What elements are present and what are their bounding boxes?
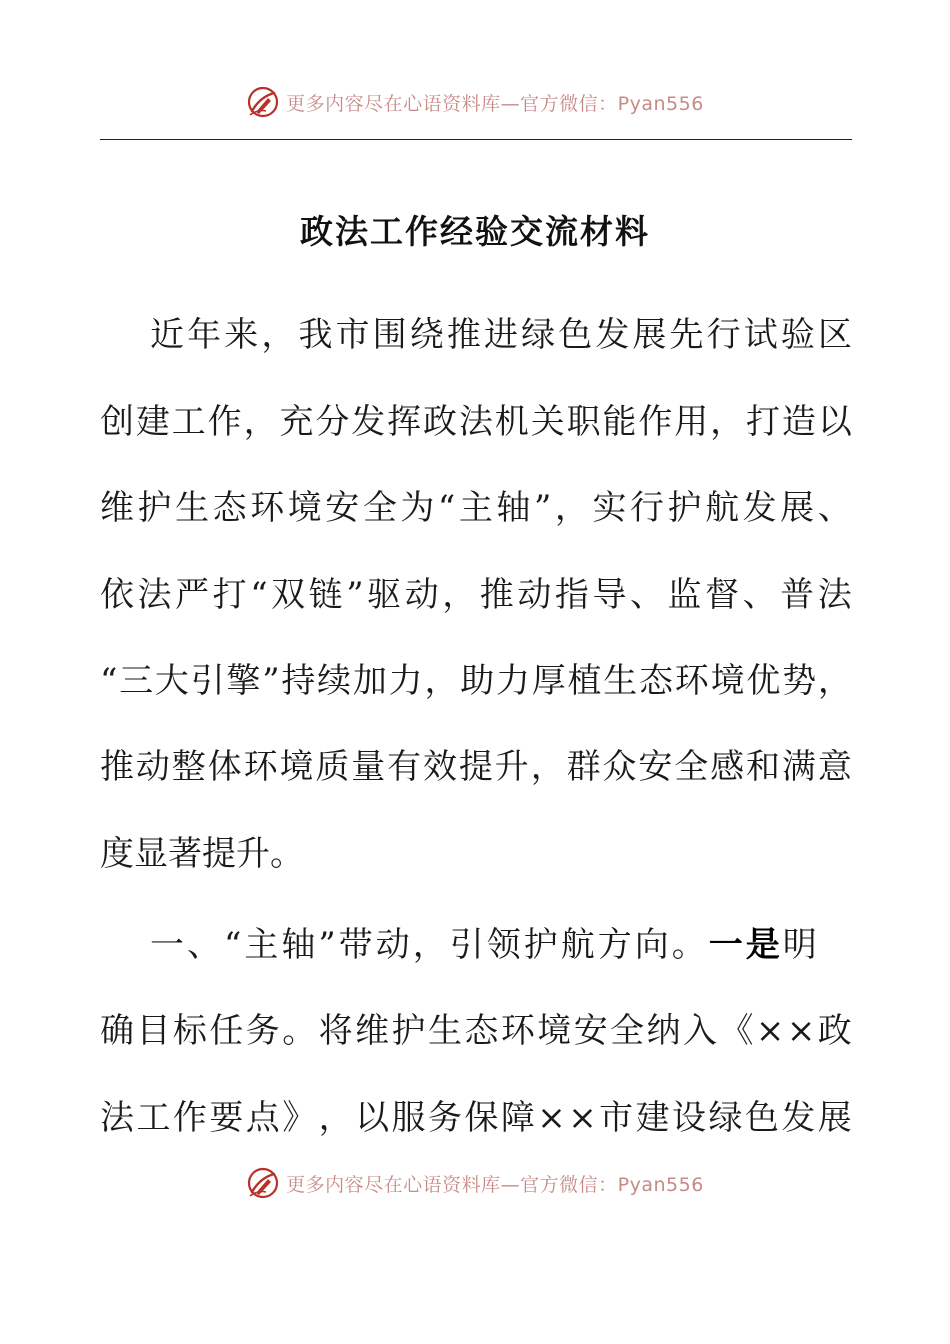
section-heading-line <box>150 920 852 970</box>
body-line: 创 建 工 作 ， 充 分 发 挥 政 法 机 关 职 能 作 用 ， 打 造 以 <box>100 402 852 442</box>
body-text: 明 <box>782 925 820 965</box>
body-line: 确 目 标 任 务 。 将 维 护 生 态 环 境 安 全 纳 入 《 × × 政 <box>100 1011 852 1051</box>
bold-lead: 一是 <box>708 925 783 965</box>
watermark-text: 更多内容尽在心语资料库—官方微信：Pyan556 <box>286 92 704 115</box>
section-heading: 一、“主轴”带动，引领护航方向。 <box>150 925 709 965</box>
body-line: 依 法 严 打 “ 双 链 ” 驱 动 ， 推 动 指 导 、 监 督 、 普 法 <box>100 575 852 615</box>
body-line: 法 工 作 要 点 》 ， 以 服 务 保 障 × × 市 建 设 绿 色 发 展 <box>100 1098 852 1138</box>
body-line: 近 年 来 ， 我 市 围 绕 推 进 绿 色 发 展 先 行 试 验 区 <box>150 315 852 355</box>
pen-logo-icon <box>246 1166 280 1200</box>
body-line: “ 三 大 引 擎 ” 持 续 加 力 ， 助 力 厚 植 生 态 环 境 优 势 ， <box>100 661 852 701</box>
body-line: 推 动 整 体 环 境 质 量 有 效 提 升 ， 群 众 安 全 感 和 满 意 <box>100 747 852 787</box>
document-title: 政法工作经验交流材料 <box>300 212 650 251</box>
body-line: 度显著提升。 <box>100 834 304 874</box>
footer-watermark <box>0 1163 950 1203</box>
watermark-text: 更多内容尽在心语资料库—官方微信：Pyan556 <box>286 1173 704 1196</box>
body-line: 维 护 生 态 环 境 安 全 为 “ 主 轴 ” ， 实 行 护 航 发 展 、 <box>100 488 852 528</box>
